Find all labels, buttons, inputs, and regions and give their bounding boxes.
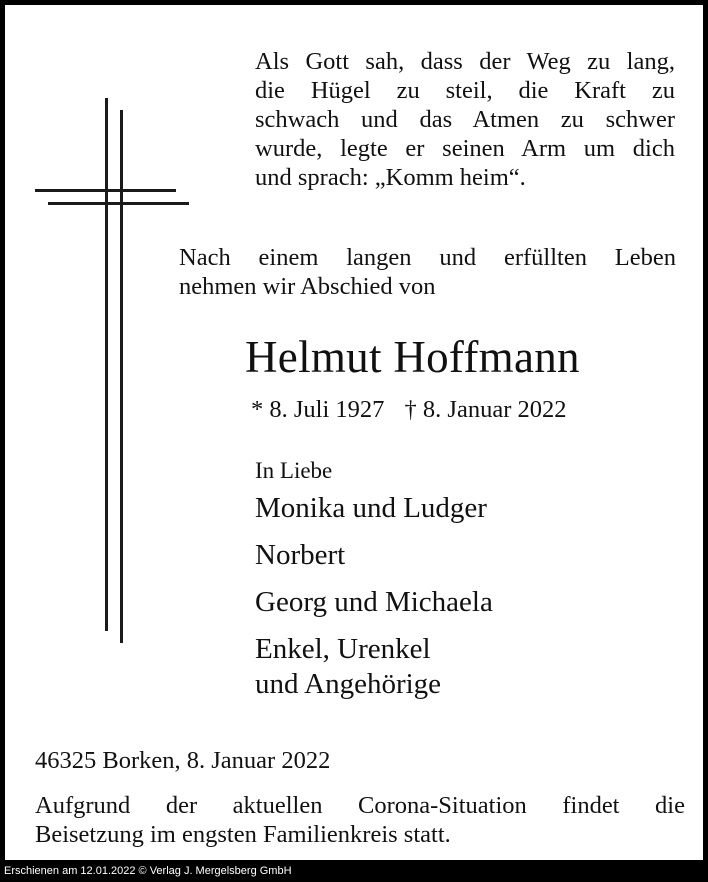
cross-horizontal-bottom — [48, 202, 189, 205]
verse-line: schwach und das Atmen zu schwer — [255, 106, 675, 133]
verse-line: die Hügel zu steil, die Kraft zu — [255, 77, 675, 104]
death-date: † 8. Januar 2022 — [404, 396, 567, 423]
funeral-notice — [35, 791, 685, 849]
intro-line: nehmen wir Abschied von — [179, 273, 436, 300]
cross-horizontal-top — [35, 189, 176, 192]
mourner-name: und Angehörige — [255, 668, 442, 700]
mourner-name: Norbert — [255, 539, 346, 571]
cross-vertical-left — [105, 98, 108, 631]
mourner-name: Georg und Michaela — [255, 586, 493, 618]
mourner-name: Monika und Ludger — [255, 492, 487, 524]
intro-text — [179, 243, 676, 301]
verse-line: und sprach: „Komm heim“. — [255, 164, 526, 191]
mourners-intro: In Liebe — [255, 458, 333, 483]
place-date: 46325 Borken, 8. Januar 2022 — [35, 747, 331, 774]
birth-date: * 8. Juli 1927 — [251, 396, 385, 423]
notice-line: Aufgrund der aktuellen Corona-Situation findet die — [35, 792, 685, 819]
notice-line: Beisetzung im engsten Familienkreis statt. — [35, 821, 451, 848]
intro-line: Nach einem langen und erfüllten Leben — [179, 244, 676, 271]
publication-footer: Erschienen am 12.01.2022 © Verlag J. Mergelsberg GmbH — [0, 860, 708, 882]
mourner-name: Enkel, Urenkel — [255, 633, 431, 665]
life-dates — [251, 395, 566, 424]
verse-line: Als Gott sah, dass der Weg zu lang, — [255, 48, 675, 75]
verse-line: wurde, legte er seinen Arm um dich — [255, 135, 675, 162]
verse — [255, 47, 675, 192]
mourners — [255, 457, 493, 702]
deceased-name: Helmut Hoffmann — [245, 332, 580, 382]
